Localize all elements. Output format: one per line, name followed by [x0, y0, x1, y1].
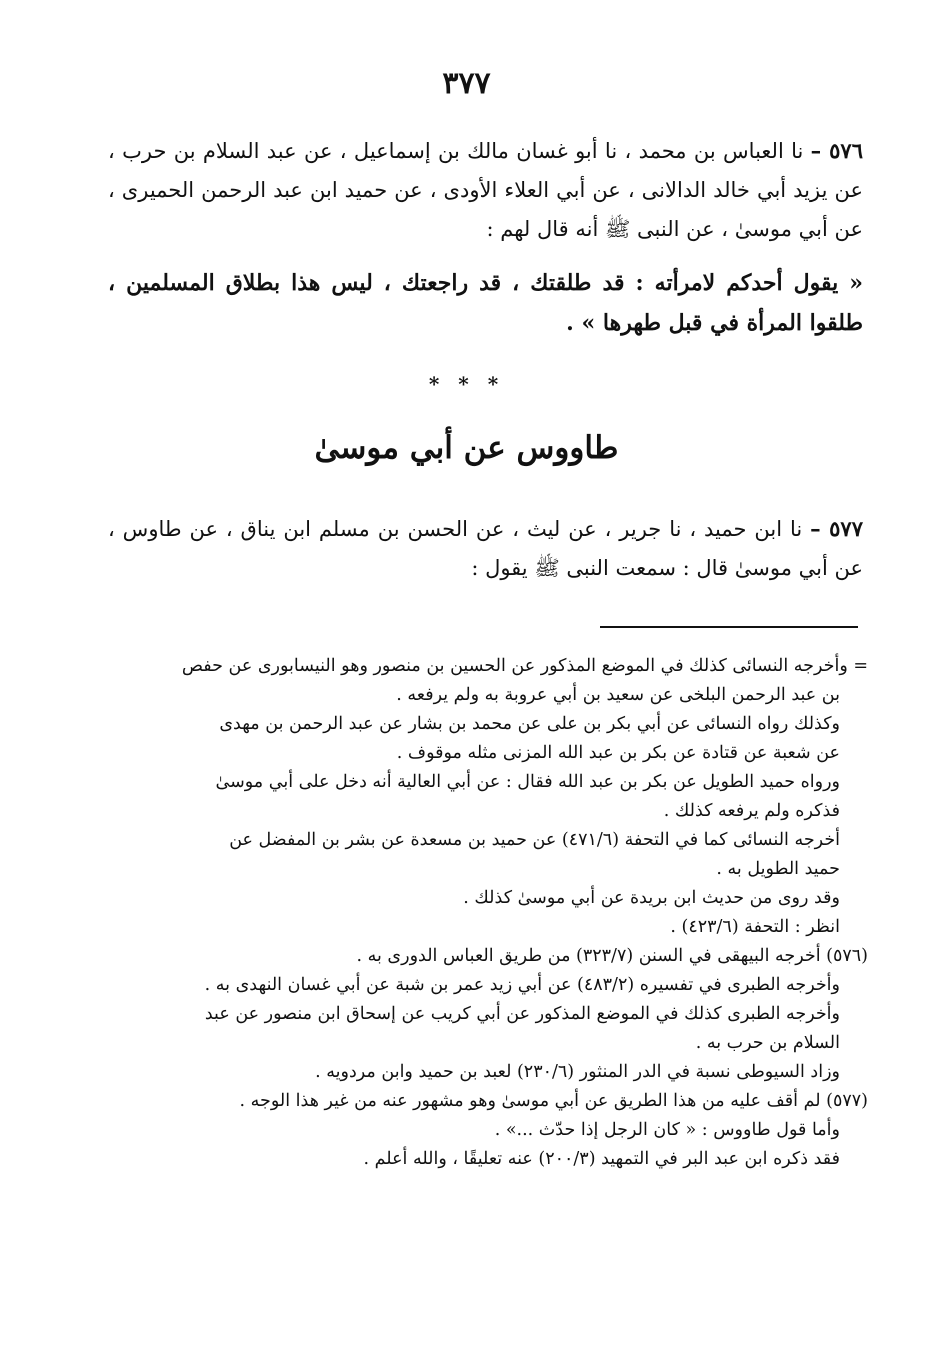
section-separator: * * * [428, 372, 505, 396]
hadith-577-number: ٥٧٧ – [810, 516, 863, 541]
footnote-divider [600, 626, 858, 628]
footnote-line: انظر : التحفة (٤٢٣/٦) . [670, 917, 840, 937]
footnote-line: حميد الطويل به . [716, 859, 840, 879]
hadith-576-number: ٥٧٦ – [810, 138, 863, 163]
hadith-577-chain-text: نا ابن حميد ، نا جرير ، عن ليث ، عن الحسن بن مسلم ابن يناق ، عن طاوس ، عن أبي موسىٰ قال : سمعت النبى ﷺ يقول : [108, 517, 863, 580]
hadith-577 [108, 509, 863, 588]
footnote-line: فذكره ولم يرفعه كذلك . [663, 801, 840, 821]
footnote-line: بن عبد الرحمن البلخى عن سعيد بن أبي عروبة به ولم يرفعه . [396, 685, 840, 705]
footnote-line: ورواه حميد الطويل عن بكر بن عبد الله فقال : عن أبي العالية أنه دخل على أبي موسىٰ [215, 772, 840, 792]
footnote-line: وأخرجه الطبرى كذلك في الموضع المذكور عن أبي كريب عن إسحاق ابن منصور عن عبد [204, 1004, 840, 1024]
footnote-line: = وأخرجه النسائى كذلك في الموضع المذكور عن الحسين بن منصور وهو النيسابورى عن حفص [181, 656, 868, 676]
hadith-576-chain [108, 131, 863, 249]
page-number: ٣٧٧ [442, 66, 491, 101]
footnote-line: السلام بن حرب به . [695, 1033, 840, 1053]
hadith-576-text: « يقول أحدكم لامرأته : قد طلقتك ، قد راجعتك ، ليس هذا بطلاق المسلمين ، طلقوا المرأة في قبل طهرها » . [108, 270, 863, 336]
footnote-line: وكذلك رواه النسائى عن أبي بكر بن على عن محمد بن بشار عن عبد الرحمن بن مهدى [219, 714, 840, 734]
footnote-line: فقد ذكره ابن عبد البر في التمهيد (٢٠٠/٣) عنه تعليقًا ، والله أعلم . [363, 1149, 840, 1169]
hadith-576 [108, 131, 863, 343]
footnote-line: وأما قول طاووس : « كان الرجل إذا حدّث ...» . [494, 1120, 840, 1140]
section-heading: طاووس عن أبي موسىٰ [314, 430, 619, 466]
hadith-577-chain [108, 509, 863, 588]
footnote-line: عن شعبة عن قتادة عن بكر بن عبد الله المزنى مثله موقوف . [396, 743, 840, 763]
footnote-line: أخرجه النسائى كما في التحفة (٤٧١/٦) عن حميد بن مسعدة عن بشر بن المفضل عن [229, 830, 840, 850]
footnote-line: وأخرجه الطبرى في تفسيره (٤٨٣/٢) عن أبي زيد عمر بن شبة عن أبي غسان النهدى به . [204, 975, 840, 995]
footnote-line: وقد روى من حديث ابن بريدة عن أبي موسىٰ كذلك . [463, 888, 840, 908]
footnote-line: وزاد السيوطى نسبة في الدر المنثور (٢٣٠/٦) لعبد بن حميد وابن مردويه . [315, 1062, 840, 1082]
footnote-line: (٥٧٧) لم أقف عليه من هذا الطريق عن أبي موسىٰ وهو مشهور عنه من غير هذا الوجه . [239, 1091, 868, 1111]
footnote-line: (٥٧٦) أخرجه البيهقى في السنن (٣٢٣/٧) من طريق العباس الدورى به . [356, 946, 868, 966]
hadith-576-chain-text: نا العباس بن محمد ، نا أبو غسان مالك بن إسماعيل ، عن عبد السلام بن حرب ، عن يزيد أبي خالد الدالانى ، عن أبي العلاء الأودى ، عن حميد ابن عبد الرحمن الحميرى ، عن أبي موسىٰ ، عن النبى ﷺ أنه قال لهم : [108, 139, 863, 241]
footnotes [105, 652, 868, 1174]
